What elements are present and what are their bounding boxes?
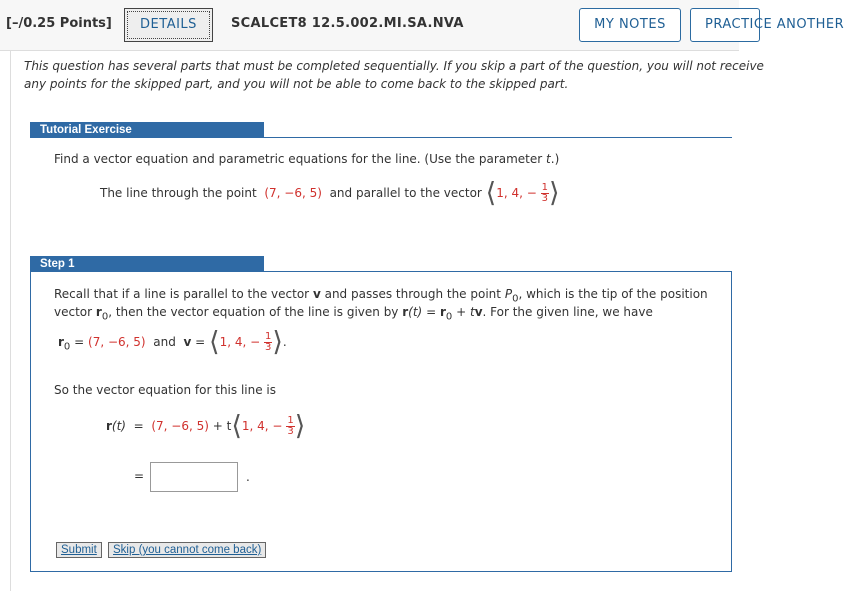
step1-recall-line2: vector $r_0$, then the vector equation of the line is given by $r(t) = r_0$ + tv. For the given line, we have (54, 305, 653, 323)
equals-sign: = (134, 469, 145, 483)
tutorial-line-description: The line through the point (7, −6, 5) and parallel to the vector ⟨1, 4, − $\frac{1}{3}$ ⟩ (100, 177, 560, 209)
tutorial-prompt: Find a vector equation and parametric equations for the line. (Use the parameter t.) (54, 152, 560, 166)
question-header (0, 0, 844, 51)
tutorial-point: (7, −6, 5) (264, 186, 322, 200)
step1-vector-equation: r(t) = (7, −6, 5) + t⟨1, 4, − $\frac{1}{3}$ ⟩ (106, 410, 306, 442)
answer-input[interactable] (150, 462, 238, 492)
answer-period: . (246, 470, 250, 484)
tutorial-header: Tutorial Exercise (30, 122, 264, 138)
tutorial-header-rule (264, 137, 732, 138)
left-border (10, 50, 11, 591)
problem-code: SCALCET8 12.5.002.MI.SA.NVA (231, 16, 464, 31)
tutorial-vector-fraction: $\frac{1}{3}$ (541, 182, 549, 204)
step1-header: Step 1 (30, 256, 264, 272)
details-button[interactable]: DETAILS (124, 8, 213, 42)
sequential-notice: This question has several parts that must be completed sequentially. If you skip a part of the question, you will not receive any points for the skipped part, and you will not be able to come back to the skipped part. (24, 59, 764, 91)
my-notes-button[interactable]: MY NOTES (579, 8, 681, 42)
step1-given-values: $r_0 = (7$, −6, 5) and v = ⟨1, 4, − $\frac{1}{3}$ ⟩. (58, 326, 287, 358)
skip-button[interactable]: Skip (you cannot come back) (108, 542, 266, 558)
step1-recall-line1: Recall that if a line is parallel to the vector v and passes through the point $P_0$, which is the tip of the position (54, 287, 708, 305)
practice-another-button[interactable]: PRACTICE ANOTHER (690, 8, 760, 42)
step1-so-text: So the vector equation for this line is (54, 383, 276, 397)
submit-button[interactable]: Submit (56, 542, 102, 558)
tutorial-vector: 1, 4, − (496, 186, 537, 200)
points-label: [–/0.25 Points] (6, 16, 112, 31)
